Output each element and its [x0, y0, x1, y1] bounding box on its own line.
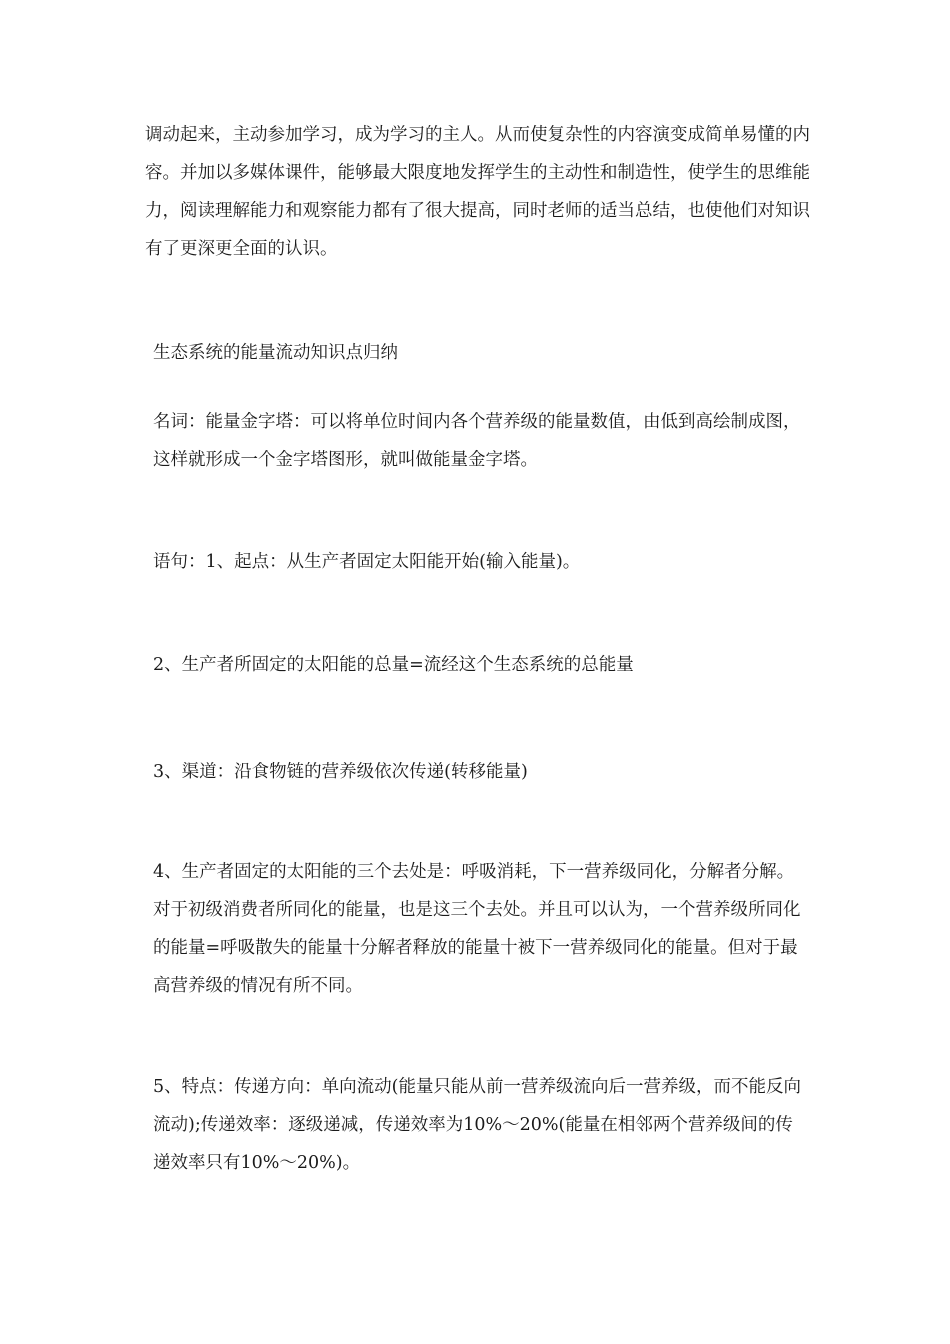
paragraph-point-4: 4、生产者固定的太阳能的三个去处是：呼吸消耗，下一营养级同化，分解者分解。对于初级消费者所同化的能量，也是这三个去处。并且可以认为，一个营养级所同化的能量=呼吸散失的能量十分解者释放的能量十被下一营养级同化的能量。但对于最高营养级的情况有所不同。	[153, 862, 801, 996]
paragraph-intro-continuation: 调动起来，主动参加学习，成为学习的主人。从而使复杂性的内容演变成简单易懂的内容。并加以多媒体课件，能够最大限度地发挥学生的主动性和制造性，使学生的思维能力，阅读理解能力和观察能力都有了很大提高，同时老师的适当总结，也使他们对知识有了更深更全面的认识。	[145, 125, 810, 259]
section-heading: 生态系统的能量流动知识点归纳	[153, 343, 398, 363]
paragraph-definition: 名词：能量金字塔：可以将单位时间内各个营养级的能量数值，由低到高绘制成图，这样就形成一个金字塔图形，就叫做能量金字塔。	[153, 412, 801, 470]
paragraph-point-3: 3、渠道：沿食物链的营养级依次传递(转移能量)	[153, 762, 528, 782]
paragraph-point-1: 语句：1、起点：从生产者固定太阳能开始(输入能量)。	[153, 552, 581, 572]
paragraph-point-2: 2、生产者所固定的太阳能的总量=流经这个生态系统的总能量	[153, 655, 634, 675]
paragraph-point-5: 5、特点：传递方向：单向流动(能量只能从前一营养级流向后一营养级，而不能反向流动);传递效率：逐级递减，传递效率为10%～20%(能量在相邻两个营养级间的传递效率只有10%～20%)。	[153, 1077, 801, 1173]
